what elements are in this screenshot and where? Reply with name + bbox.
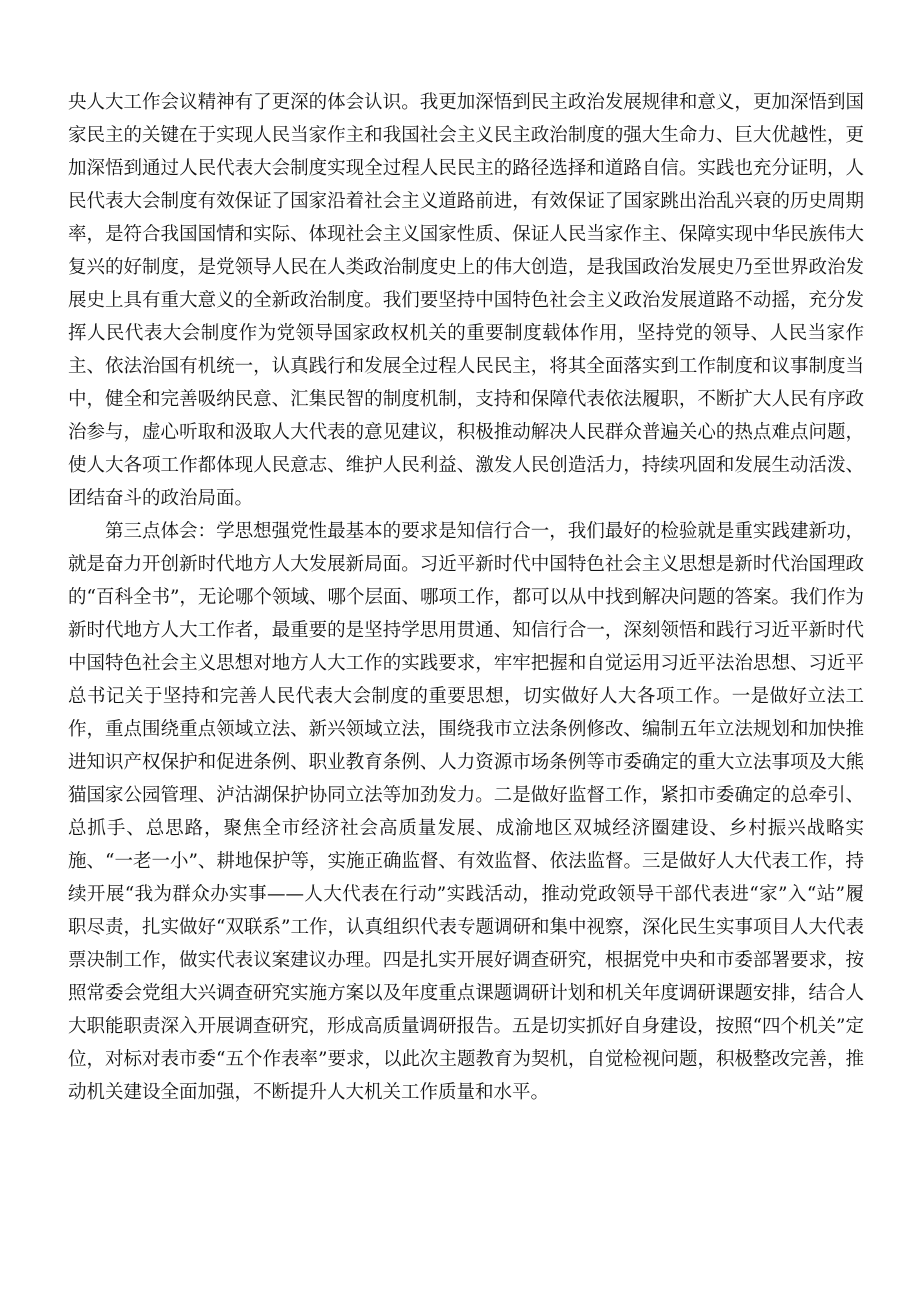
paragraph-continued: 央人大工作会议精神有了更深的体会认识。我更加深悟到民主政治发展规律和意义，更加深悟到国家民主的关键在于实现人民当家作主和我国社会主义民主政治制度的强大生命力、巨大优越性，更加深悟到通过人民代表大会制度实现全过程人民民主的路径选择和道路自信。实践也充分证明，人民代表大会制度有效保证了国家沿着社会主义道路前进，有效保证了国家跳出治乱兴衰的历史周期率，是符合我国国情和实际、体现社会主义国家性质、保证人民当家作主、保障实现中华民族伟大复兴的好制度，是党领导人民在人类政治制度史上的伟大创造，是我国政治发展史乃至世界政治发展史上具有重大意义的全新政治制度。我们要坚持中国特色社会主义政治发展道路不动摇，充分发挥人民代表大会制度作为党领导国家政权机关的重要制度载体作用，坚持党的领导、人民当家作主、依法治国有机统一，认真践行和发展全过程人民民主，将其全面落实到工作制度和议事制度当中，健全和完善吸纳民意、汇集民智的制度机制，支持和保障代表依法履职，不断扩大人民有序政治参与，虚心听取和汲取人大代表的意见建议，积极推动解决人民群众普遍关心的热点难点问题，使人大各项工作都体现人民意志、维护人民利益、激发人民创造活力，持续巩固和发展生动活泼、团结奋斗的政治局面。 (68, 92, 864, 509)
paragraph-third-point: 第三点体会：学思想强党性最基本的要求是知信行合一，我们最好的检验就是重实践建新功，就是奋力开创新时代地方人大发展新局面。习近平新时代中国特色社会主义思想是新时代治国理政的“百科全书”，无论哪个领域、哪个层面、哪项工作，都可以从中找到解决问题的答案。我们作为新时代地方人大工作者，最重要的是坚持学思用贯通、知信行合一，深刻领悟和践行习近平新时代中国特色社会主义思想对地方人大工作的实践要求，牢牢把握和自觉运用习近平法治思想、习近平总书记关于坚持和完善人民代表大会制度的重要思想，切实做好人大各项工作。一是做好立法工作，重点围绕重点领域立法、新兴领域立法，围绕我市立法条例修改、编制五年立法规划和加快推进知识产权保护和促进条例、职业教育条例、人力资源市场条例等市委确定的重大立法事项及大熊猫国家公园管理、泸沽湖保护协同立法等加劲发力。二是做好监督工作，紧扣市委确定的总牵引、总抓手、总思路，聚焦全市经济社会高质量发展、成渝地区双城经济圈建设、乡村振兴战略实施、“一老一小”、耕地保护等，实施正确监督、有效监督、依法监督。三是做好人大代表工作，持续开展“我为群众办实事——人大代表在行动”实践活动，推动党政领导干部代表进“家”入“站”履职尽责，扎实做好“双联系”工作，认真组织代表专题调研和集中视察，深化民生实事项目人大代表票决制工作，做实代表议案建议办理。四是扎实开展好调查研究，根据党中央和市委部署要求，按照常委会党组大兴调查研究实施方案以及年度重点课题调研计划和机关年度调研课题安排，结合人大职能职责深入开展调查研究，形成高质量调研报告。五是切实抓好自身建设，按照“四个机关”定位，对标对表市委“五个作表率”要求，以此次主题教育为契机，自觉检视问题，积极整改完善，推动机关建设全面加强，不断提升人大机关工作质量和水平。 (68, 521, 864, 1103)
document-body (68, 86, 864, 1109)
